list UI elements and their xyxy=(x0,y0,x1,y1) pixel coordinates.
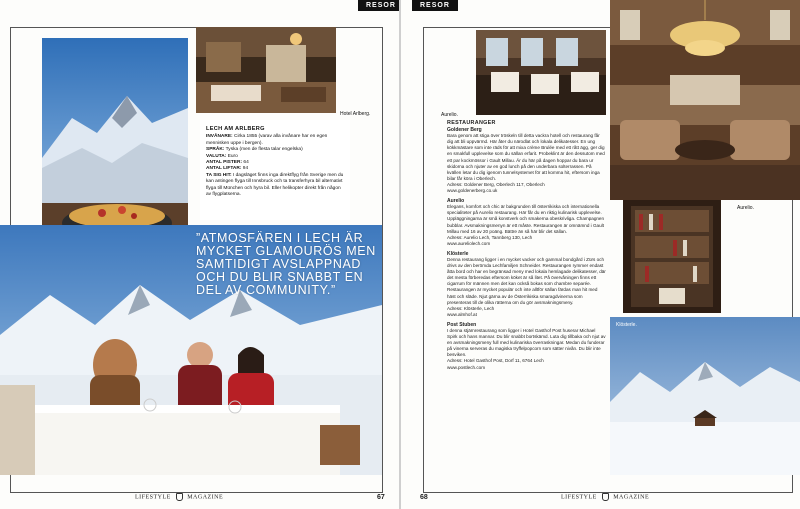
crest-icon xyxy=(602,493,609,501)
fact-row: ANTAL PISTER: 64 xyxy=(206,160,249,166)
restaurant-web: www.aureliolech.com xyxy=(447,240,491,246)
restaurant-web: www.almhof.at xyxy=(447,311,477,317)
hotel-arlberg-caption: Hotel Arlberg. xyxy=(340,111,371,117)
fact-row: SPRÅK: Tyska (men de flesta talar engelska) xyxy=(206,147,303,153)
aurelio-dining-photo xyxy=(476,30,606,115)
hotel-arlberg-photo xyxy=(196,27,336,113)
restaurant-body: Denna restaurang ligger i en mycket vacker och gammal bondgård i Zürs och drivs av den berömda Lechfamiljen Schneider. Restaurangen rymmer endast åtta bord och har en begränsad meny med lokala hemlagade delikatesser, där det mesta förberedas eftersom köket är så litet. På övervåningen finns ett cigarrum för männen men det kan också bokas som chambre separée. Restaurangen är mycket populär och inte alltför sällan färdas man hit med häst och släde. Njut gärna av de Österrikiska smaragdvinerna som presenteras till de olika rätterna om du gör avsmakningsmeny. xyxy=(447,256,606,305)
aurelio-caption-right: Aurelio. xyxy=(737,205,754,211)
section-tab-left: RESOR xyxy=(358,0,399,11)
restaurant-address: Adress: Aurelio Lech, Tannberg 130, Lech xyxy=(447,234,533,240)
left-page xyxy=(0,0,399,509)
klosterle-caption: Klösterle. xyxy=(616,322,637,328)
restaurant-web: www.goldenerberg.co.uk xyxy=(447,188,498,194)
restaurant-name: Post Stuben xyxy=(447,321,477,328)
restaurant-column xyxy=(447,120,607,371)
restaurants-heading: RESTAURANGER xyxy=(447,120,496,126)
fact-row: INVÅNARE: Cirka 1855 (varav alla invånare har en egen mennisken uppe i bergen). xyxy=(206,134,328,146)
section-tab-right: RESOR xyxy=(412,0,458,11)
restaurant-address: Adress: Klösterle, Lech xyxy=(447,305,495,311)
lech-fact-box xyxy=(200,120,350,220)
aurelio-lounge-photo xyxy=(610,0,800,200)
page-number-right: 68 xyxy=(420,494,428,501)
page-number-left: 67 xyxy=(377,494,385,501)
fact-box-title: LECH AM ARLBERG xyxy=(206,126,265,132)
footer-brand-word-a: LIFESTYLE xyxy=(561,494,597,501)
footer-brand-word-b: MAGAZINE xyxy=(187,494,224,501)
footer-brand-left xyxy=(135,493,223,501)
restaurant-name: Goldener Berg xyxy=(447,127,482,134)
restaurant-body: I denna stjärnrestaurang som ligger i Hotel Gasthof Post huserar Michael Spirk och hans mannar. Du blir snabbt bortskämd. Luta dig tillbaka och njut av en avsmakningsmeny full med kulinariska överraskningar. Medan du funderar på vinerna serveras du magiska tryffelpopcorn som sätter nivån. Du blir inte besviken. xyxy=(447,328,606,358)
fact-row: VALUTA: Euro xyxy=(206,153,238,159)
wine-cabinet-photo xyxy=(623,200,721,313)
restaurant-name: Klösterle xyxy=(447,250,469,257)
restaurant-body: Bara genom att stiga över tröskeln till detta vackra hotell och restaurang får dig att bli uppvärmd. Här åter du närodlat och lokala delikatesser. En ung kökkmästare som inte räds för att mixa crème Brulée med ett rått ägg, ger dig en smakfull upplevelse som du sällan erfarit. Probeklint är den dessutom med ett par kockmössor i Gault Millau. Är du här på dagen hoppar du bara ur skidorna och njuter av en god lunch på den underbara solterrassen. På kvällen letar du dig igenom tunnelsystemet för att komma hit, eftersom inga bilar får köra i Oberlech. xyxy=(447,133,605,181)
restaurant-web: www.postlech.com xyxy=(447,364,486,370)
crest-icon xyxy=(176,493,183,501)
footer-brand-word-a: LIFESTYLE xyxy=(135,494,171,501)
pull-quote: ”ATMOSFÄREN I LECH ÄR MYCKET GLAMOURÖS MEN SAMTIDIGT AVSLAPPNAD OCH DU BLIR SNABBT EN DEL AV COMMUNITY.” xyxy=(196,231,376,297)
aurelio-caption-top: Aurelio. xyxy=(441,112,458,118)
klosterle-snow-photo xyxy=(610,317,800,475)
fact-row: ANTAL LIFTAR: 94 xyxy=(206,166,249,172)
restaurant-name: Aurelio xyxy=(447,198,465,205)
restaurant-address: Adress: Goldener Berg, Oberlech 117, Oberlech xyxy=(447,181,545,187)
footer-brand-word-b: MAGAZINE xyxy=(613,494,650,501)
footer-brand-right xyxy=(561,493,649,501)
restaurant-address: Adress: Hotel Gasthof Post, Dorf 11, 6764 Lech xyxy=(447,358,544,364)
right-page xyxy=(401,0,800,509)
restaurant-body: Elegans, komfort och chic är bakgrunden till österrikiska och internationella specialiteter på Aurelio restaurang. Här får du en riktig kulinarisk upplevelse. Uppläggningarna är små konstverk och smakerna obeskrivliga. Champagnen bubblar. Avsmakningsmenyn är ett måste. Restaurangen är omnämnd i Gault Millau med 16 av 20 poäng. Bättre än så här blir det sällan. xyxy=(447,204,605,234)
fact-row: TA SIG HIT: I dagsläget finns inga direktflyg från Sverige men du kan antingen flyga till Innsbruck och ta transferhyra bil alternativt flyga till München och hyra bil. Eller helikopter direkt från någon av flygplatserna. xyxy=(206,172,344,198)
mountain-food-photo xyxy=(42,38,188,253)
